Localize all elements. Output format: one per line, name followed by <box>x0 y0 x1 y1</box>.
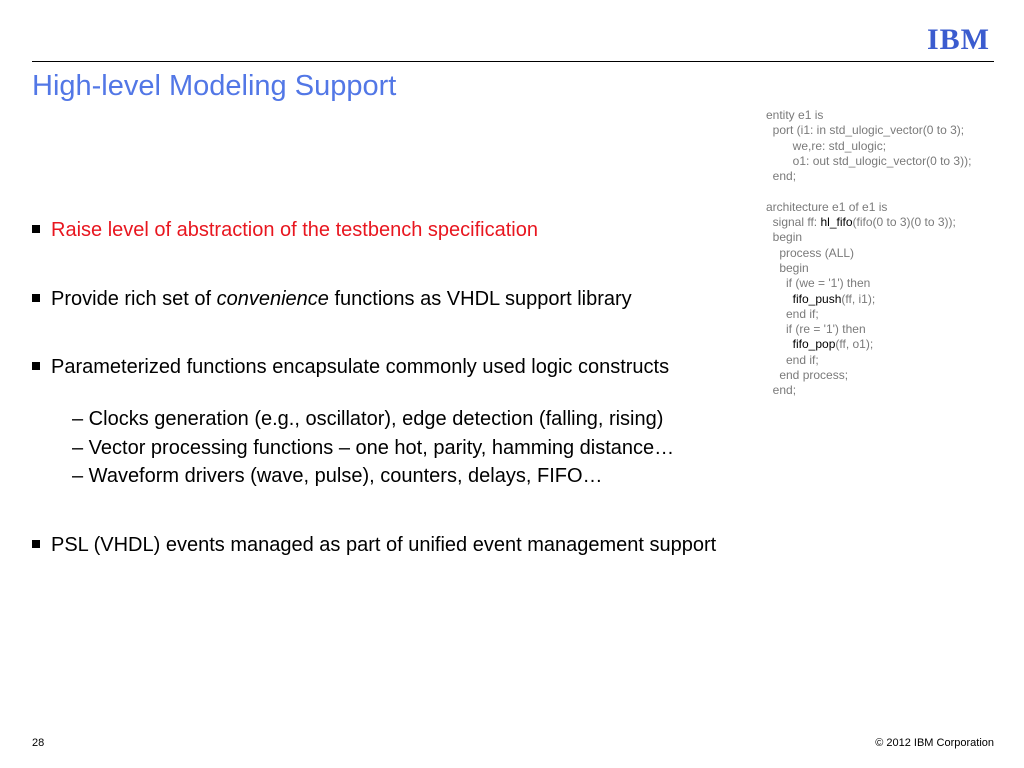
code-line: begin <box>766 260 809 275</box>
code-line: process (ALL) <box>766 245 855 260</box>
code-line: if (re = '1') then <box>766 322 866 337</box>
sub-item: – Waveform drivers (wave, pulse), counters, delays, FIFO… <box>72 465 603 487</box>
bullet-text: Parameterized functions encapsulate commonly used logic constructs <box>51 356 670 378</box>
code-line: o1: out std_ulogic_vector(0 to 3)); <box>766 153 972 168</box>
bullet-item <box>32 533 716 557</box>
code-highlight: fifo_pop <box>792 337 836 352</box>
square-bullet-icon <box>32 225 40 233</box>
code-highlight: hl_fifo <box>820 215 853 230</box>
code-line: end if; <box>766 306 819 321</box>
copyright-notice: © 2012 IBM Corporation <box>875 737 994 749</box>
page-title: High-level Modeling Support <box>32 70 397 102</box>
code-line: end; <box>766 169 797 184</box>
sub-item: – Clocks generation (e.g., oscillator), edge detection (falling, rising) <box>72 408 664 430</box>
header-rule <box>32 61 994 62</box>
code-line: (ff, i1); <box>841 291 876 306</box>
code-line: we,re: std_ulogic; <box>766 138 887 153</box>
code-line: (ff, o1); <box>835 337 874 352</box>
ibm-logo-text: IBM <box>927 23 990 54</box>
code-line: begin <box>766 230 803 245</box>
bullet-text: Provide rich set of <box>51 288 217 310</box>
code-line: architecture e1 of e1 is <box>766 199 888 214</box>
code-line <box>766 292 793 306</box>
code-line: port (i1: in std_ulogic_vector(0 to 3); <box>766 123 965 138</box>
sub-item: – Vector processing functions – one hot, parity, hamming distance… <box>72 437 675 459</box>
bullet-text: Raise level of abstraction of the testbench specification <box>51 219 538 241</box>
bullet-emphasis: convenience <box>216 288 329 310</box>
page-number: 28 <box>32 737 45 749</box>
bullet-text: functions as VHDL support library <box>328 288 632 310</box>
code-line: end; <box>766 383 797 398</box>
code-line: entity e1 is <box>766 108 824 122</box>
ibm-logo <box>926 20 994 54</box>
bullet-item <box>32 287 632 311</box>
code-line: end if; <box>766 352 819 367</box>
code-line: end process; <box>766 368 849 383</box>
square-bullet-icon <box>32 540 40 548</box>
vhdl-code-sample <box>766 108 1024 399</box>
code-line <box>766 337 793 351</box>
square-bullet-icon <box>32 362 40 370</box>
bullet-item <box>32 218 538 242</box>
code-line: (fifo(0 to 3)(0 to 3)); <box>852 215 956 230</box>
code-highlight: fifo_push <box>792 291 842 306</box>
bullet-text: PSL (VHDL) events managed as part of unified event management support <box>51 534 717 556</box>
code-line: if (we = '1') then <box>766 276 871 291</box>
bullet-item <box>32 355 669 379</box>
square-bullet-icon <box>32 294 40 302</box>
code-line: signal ff: <box>766 215 821 230</box>
